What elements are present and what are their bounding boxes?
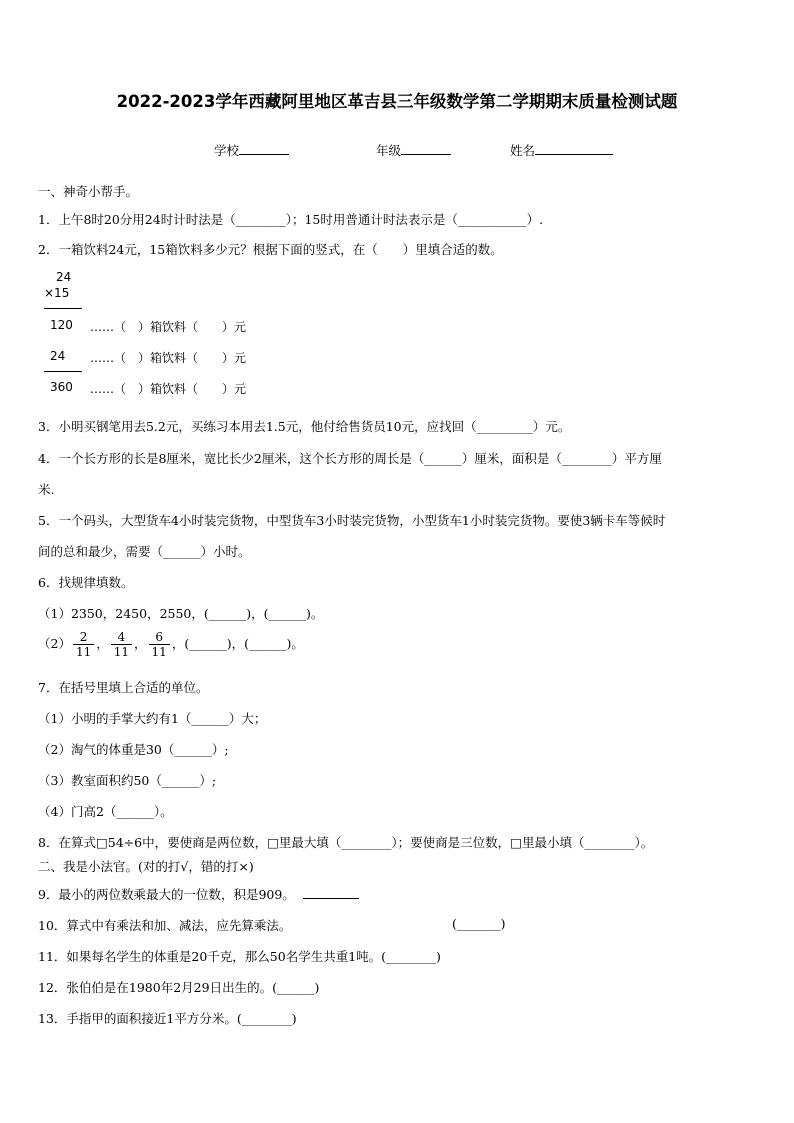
fraction-1 xyxy=(73,630,94,659)
name-label: 姓名 xyxy=(510,143,536,158)
fraction-2-denominator: 11 xyxy=(113,645,130,659)
school-field xyxy=(214,140,289,159)
question-9-text: 9．最小的两位数乘最大的一位数，积是909。 xyxy=(38,887,295,902)
calc-divider-line-1 xyxy=(44,308,82,309)
fraction-separator-1: ， xyxy=(96,636,109,651)
name-field xyxy=(510,140,613,159)
calc-partial-product-2: 24 xyxy=(50,349,66,363)
grade-blank[interactable] xyxy=(401,140,451,155)
question-6-2 xyxy=(38,630,304,659)
fraction-separator-2: ， xyxy=(134,636,147,651)
calc-description-1: ……（ ）箱饮料（ ）元 xyxy=(90,320,247,334)
question-7-2: （2）淘气的体重是30（______）; xyxy=(38,742,229,757)
question-13: 13．手指甲的面积接近1平方分米。(________) xyxy=(38,1011,297,1026)
question-3: 3．小明买钢笔用去5.2元，买练习本用去1.5元，他付给售货员10元，应找回（_________）元。 xyxy=(38,419,571,434)
fraction-2-numerator: 4 xyxy=(111,630,132,645)
question-9-answer-blank[interactable] xyxy=(303,886,359,899)
question-10: 10．算式中有乘法和加、减法，应先算乘法。 xyxy=(38,918,292,933)
question-4-line-2: 米. xyxy=(38,482,55,497)
fraction-1-numerator: 2 xyxy=(73,630,94,645)
name-blank[interactable] xyxy=(535,140,613,155)
calc-product: 360 xyxy=(50,380,73,394)
grade-field xyxy=(376,140,451,159)
question-7-4: （4）门高2（______）。 xyxy=(38,804,173,819)
question-6: 6．找规律填数。 xyxy=(38,575,134,590)
fraction-3 xyxy=(149,630,170,659)
question-4-line-1: 4．一个长方形的长是8厘米，宽比长少2厘米，这个长方形的周长是（______）厘米，面积是（________）平方厘 xyxy=(38,451,662,466)
question-1: 1．上午8时20分用24时计时法是（________）；15时用普通计时法表示是（___________）. xyxy=(38,212,544,227)
question-5-line-2: 间的总和最少，需要（______）小时。 xyxy=(38,544,251,559)
q6-2-suffix: ，(______)，(______)。 xyxy=(171,636,304,651)
school-blank[interactable] xyxy=(239,140,289,155)
page-title: 2022-2023学年西藏阿里地区革吉县三年级数学第二学期期末质量检测试题 xyxy=(116,92,678,111)
fraction-1-denominator: 11 xyxy=(75,645,92,659)
calc-description-2: ……（ ）箱饮料（ ）元 xyxy=(90,351,247,365)
fraction-3-numerator: 6 xyxy=(149,630,170,645)
question-7-3: （3）教室面积约50（______）; xyxy=(38,773,217,788)
fraction-3-denominator: 11 xyxy=(151,645,167,659)
question-8: 8．在算式□54÷6中，要使商是两位数，□里最大填（________）；要使商是三位数，□里最小填（________）。 xyxy=(38,835,654,850)
q6-2-prefix: （2） xyxy=(38,636,71,651)
school-label: 学校 xyxy=(214,143,240,158)
question-11: 11．如果每名学生的体重是20千克，那么50名学生共重1吨。(________) xyxy=(38,949,441,964)
calc-description-3: ……（ ）箱饮料（ ）元 xyxy=(90,382,247,396)
question-2: 2．一箱饮料24元，15箱饮料多少元？根据下面的竖式，在（ ）里填合适的数。 xyxy=(38,242,503,257)
calc-multiplier: ×15 xyxy=(44,286,70,300)
fraction-2 xyxy=(111,630,132,659)
question-6-1: （1）2350，2450，2550，(______)，(______)。 xyxy=(38,606,324,621)
calc-divider-line-2 xyxy=(44,371,82,372)
question-7-1: （1）小明的手掌大约有1（______）大； xyxy=(38,711,267,726)
question-12: 12．张伯伯是在1980年2月29日出生的。(______) xyxy=(38,980,320,995)
calc-partial-product-1: 120 xyxy=(50,318,73,332)
calc-multiplicand: 24 xyxy=(56,270,72,284)
question-10-answer-mark[interactable]: (_______) xyxy=(452,916,506,931)
grade-label: 年级 xyxy=(376,143,402,158)
question-9 xyxy=(38,885,359,903)
question-5-line-1: 5．一个码头，大型货车4小时装完货物，中型货车3小时装完货物，小型货车1小时装完货物。要使3辆卡车等候时 xyxy=(38,513,666,528)
section-2-heading: 二、我是小法官。(对的打√，错的打×) xyxy=(38,859,254,874)
question-7: 7．在括号里填上合适的单位。 xyxy=(38,680,209,695)
section-1-heading: 一、神奇小帮手。 xyxy=(38,184,139,199)
